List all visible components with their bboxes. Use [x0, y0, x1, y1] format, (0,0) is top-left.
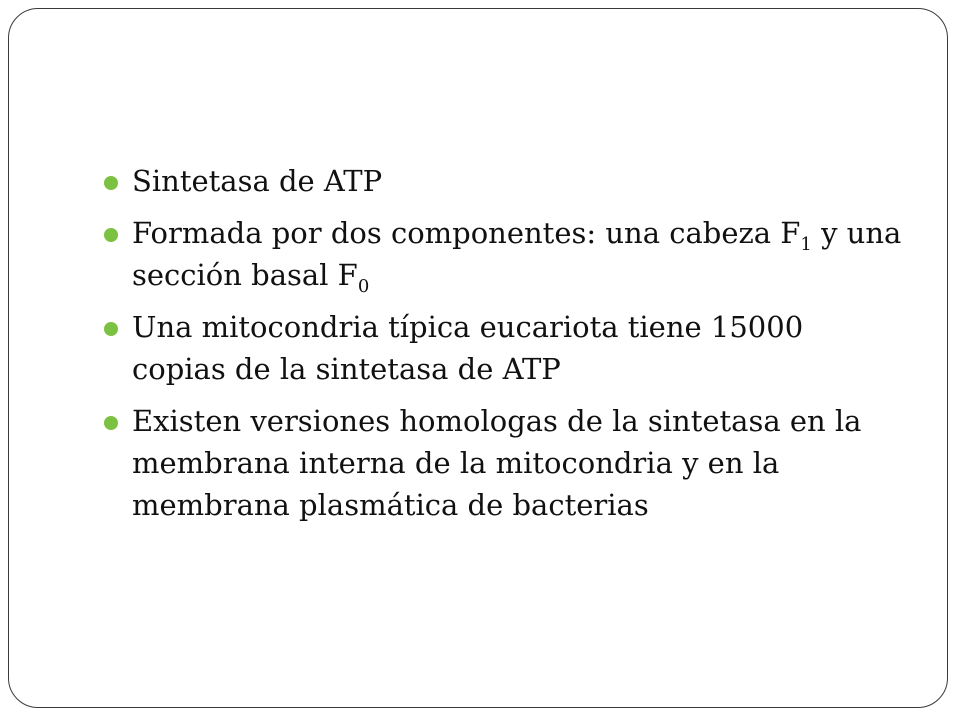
bullet-text: Sintetasa de ATP [132, 164, 383, 198]
bullet-text-part: Formada por dos componentes: una cabeza F [132, 216, 801, 250]
bullet-dot-icon [104, 176, 118, 190]
bullet-dot-icon [104, 228, 118, 242]
bullet-list [104, 160, 904, 536]
subscript: 1 [800, 233, 812, 255]
bullet-dot-icon [104, 416, 118, 430]
bullet-text: Existen versiones homologas de la sintetasa en la membrana interna de la mitocondria y en la membrana plasmática de bacterias [132, 404, 862, 522]
bullet-text-part: y una sección basal F [132, 216, 902, 292]
subscript: 0 [357, 275, 370, 297]
bullet-text: Una mitocondria típica eucariota tiene 15000 copias de la sintetasa de ATP [132, 310, 804, 386]
bullet-item-3 [104, 306, 904, 390]
bullet-dot-icon [104, 322, 118, 336]
bullet-item-4 [104, 400, 904, 526]
bullet-item-2 [104, 212, 904, 296]
bullet-text [132, 216, 902, 297]
bullet-item-1 [104, 160, 904, 202]
